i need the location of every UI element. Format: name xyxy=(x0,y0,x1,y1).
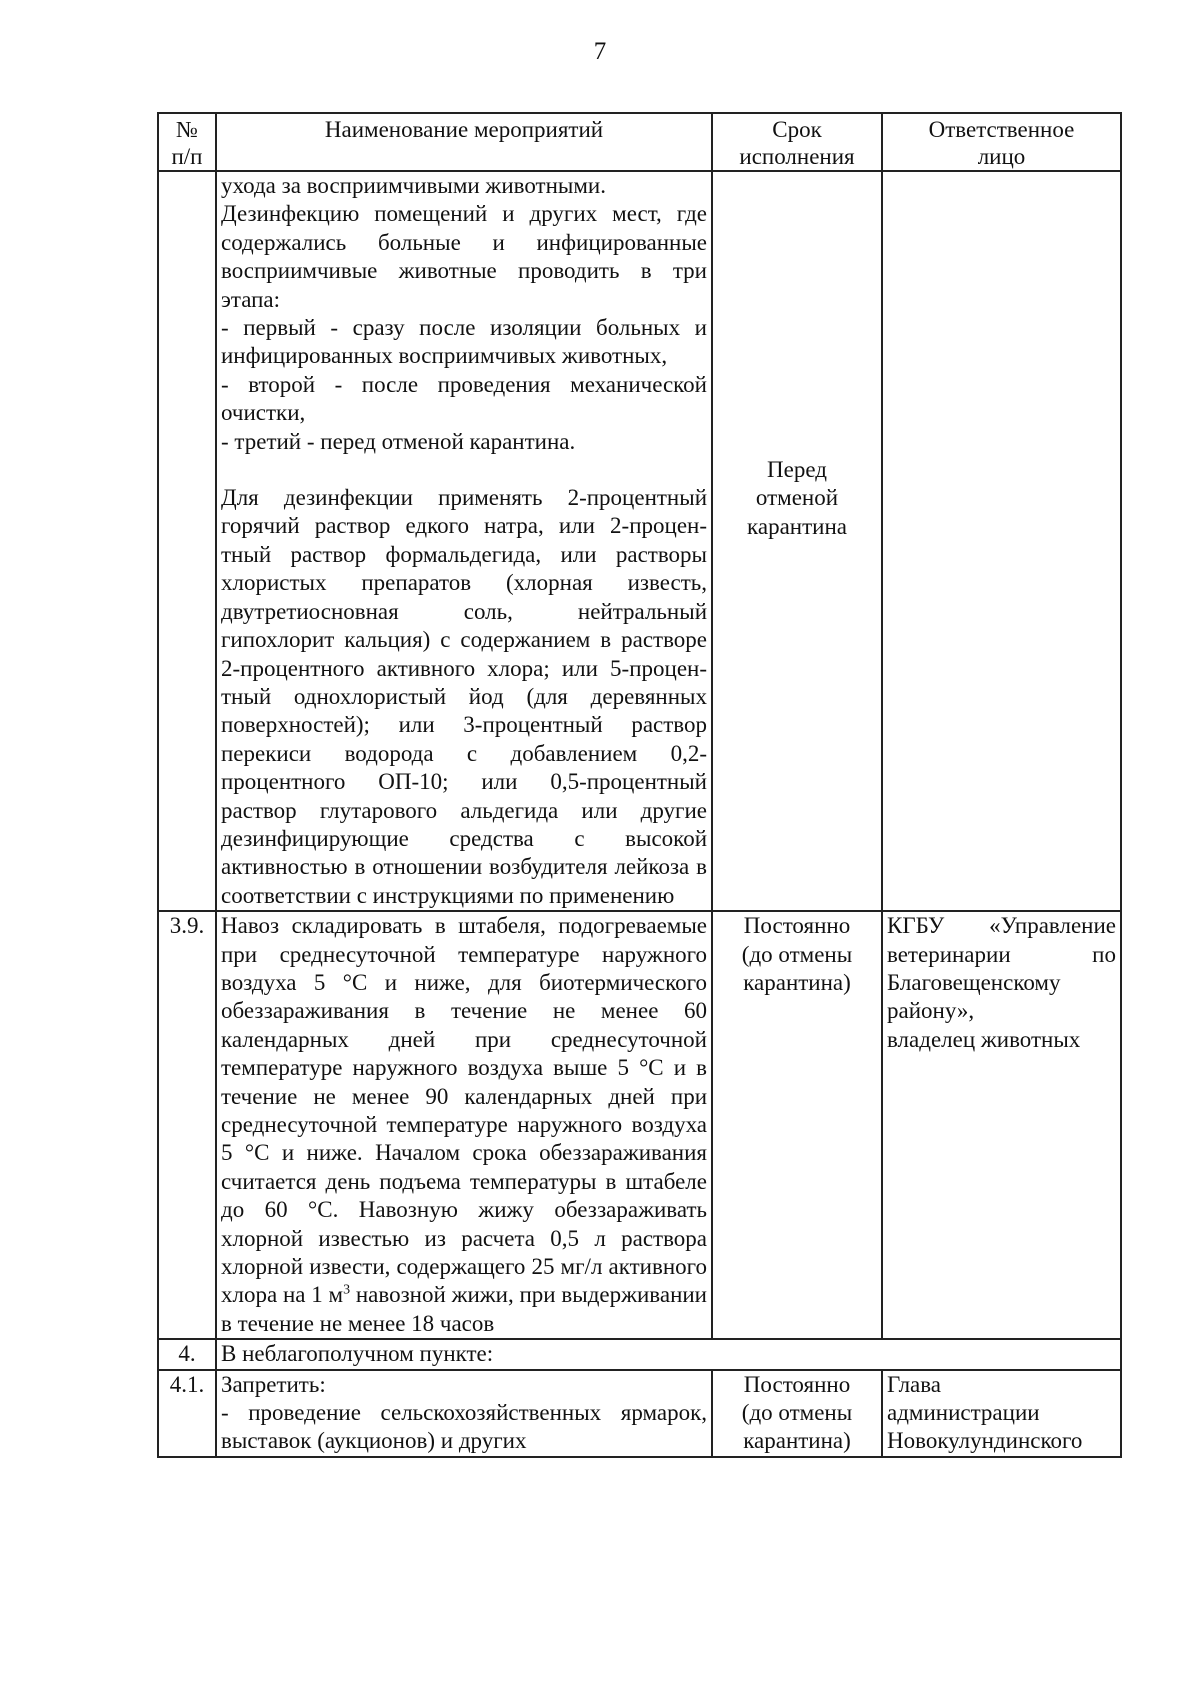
table-row xyxy=(158,171,1121,911)
text-line: ухода за восприимчивыми животными. xyxy=(221,173,606,198)
page-number: 7 xyxy=(593,38,607,65)
row-text-cell: Навоз складировать в штабеля, подогреваемые при среднесуточной температуре наружного воздуха 5 °С и ниже, для биотермического обеззараживания в течение не менее 60 календарных дней при среднесуточной температуре наружного воздуха выше 5 °С и в течение не менее 90 календарных дней при среднесуточной температуре наружного воздуха 5 °С и ниже. Началом срока обеззараживания считается день подъема температуры в штабеле до 60 °С. Навозную жижу обеззараживать хлорной известью из расчета 0,5 л раствора хлорной извести, содержащего 25 мг/л активного хлора на 1 $м^3$ навозной жижи, при выдерживании в течение не менее 18 часов xyxy=(216,911,712,1339)
row-num-cell: 4.1. xyxy=(158,1370,216,1457)
row-term-cell: Перед отменой карантина xyxy=(712,171,882,911)
text-paragraph: - первый - сразу после изоляции больных и инфицированных восприимчивых животных, xyxy=(221,315,707,369)
table-row xyxy=(158,911,1121,1339)
row-term-cell: Постоянно (до отмены карантина) xyxy=(712,1370,882,1457)
row-text-cell: Запретить: - проведение сельскохозяйственных ярмарок, выставок (аукционов) и других xyxy=(216,1370,712,1457)
table-header-row xyxy=(158,113,1121,171)
row-num-cell xyxy=(158,171,216,911)
row-section-title: В неблагополучном пункте: xyxy=(216,1339,1121,1369)
row-num-cell: 3.9. xyxy=(158,911,216,1339)
text-paragraph: - второй - после проведения механической очистки, xyxy=(221,371,707,426)
row-num-cell: 4. xyxy=(158,1339,216,1369)
text-paragraph: Для дезинфекции применять 2-процентный горячий раствор едкого натра, или 2-процен-тный раствор формальдегида, или растворы хлористых препаратов (хлорная известь, двутретиосновная соль, нейтральный гипохлорит кальция) с содержанием в растворе 2-процентного активного хлора; или 5-процен-тный однохлористый йод (для деревянных поверхностей); или 3-процентный раствор перекиси водорода с добавлением 0,2-процентного ОП-10; или 0,5-процентный раствор глутарового альдегида или другие дезинфицирующие средства с высокой активностью в отношении возбудителя лейкоза в соответствии с инструкциями по применению xyxy=(221,485,707,908)
header-term: Срок исполнения xyxy=(712,113,882,171)
table-row xyxy=(158,1370,1121,1457)
text-paragraph: Дезинфекцию помещений и других мест, где содержались больные и инфицированные восприимчивые животные проводить в три этапа: xyxy=(221,201,707,312)
row-responsible-cell xyxy=(882,171,1121,911)
header-name: Наименование мероприятий xyxy=(216,113,712,171)
row-responsible-cell: КГБУ «Управление ветеринарии по Благовещенскому району», владелец животных xyxy=(882,911,1121,1339)
header-responsible: Ответственное лицо xyxy=(882,113,1121,171)
table-row xyxy=(158,1339,1121,1369)
measures-table xyxy=(157,112,1122,1458)
row-term-cell: Постоянно (до отмены карантина) xyxy=(712,911,882,1339)
row-responsible-cell: Глава администрации Новокулундинского xyxy=(882,1370,1121,1457)
text-line: - третий - перед отменой карантина. xyxy=(221,428,576,454)
header-num: № п/п xyxy=(158,113,216,171)
row-text-cell xyxy=(216,171,712,911)
